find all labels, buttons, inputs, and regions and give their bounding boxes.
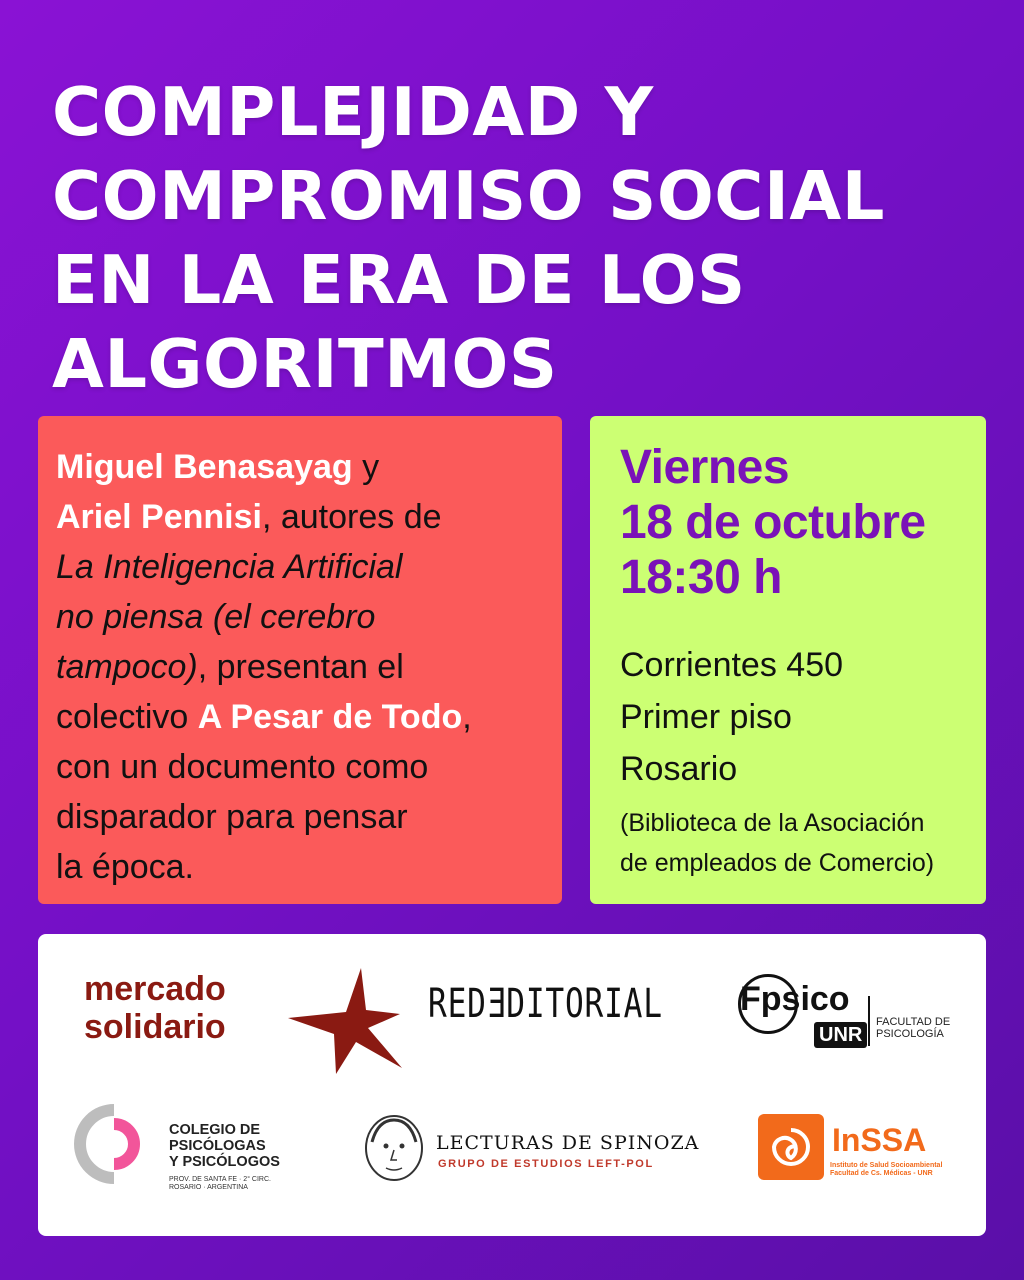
collective-name: A Pesar de Todo bbox=[197, 698, 463, 736]
desc-and: y bbox=[352, 448, 380, 486]
colegio-location bbox=[169, 1176, 271, 1192]
lecturas-spinoza-logo bbox=[358, 1112, 698, 1192]
mercado-solidario-text bbox=[84, 970, 226, 1046]
inssa-subtitle-line: Instituto de Salud Socioambiental bbox=[830, 1162, 943, 1169]
colegio-line: Y PSICÓLOGOS bbox=[169, 1154, 280, 1170]
address-city: Rosario bbox=[620, 750, 738, 788]
star-figure-icon bbox=[276, 962, 406, 1077]
inssa-subtitle bbox=[830, 1162, 950, 1178]
title-line: EN LA ERA DE LOS bbox=[52, 241, 746, 319]
event-time: 18:30 h bbox=[620, 551, 782, 604]
author-benasayag: Miguel Benasayag bbox=[56, 448, 353, 486]
venue-note-line: de empleados de Comercio) bbox=[620, 849, 935, 877]
desc-line bbox=[56, 642, 544, 692]
colegio-location-line: ROSARIO · ARGENTINA bbox=[169, 1184, 248, 1191]
colegio-location-line: PROV. DE SANTA FE · 2° CIRC. bbox=[169, 1176, 271, 1183]
spinoza-title: LECTURAS DE SPINOZA bbox=[436, 1132, 700, 1154]
inssa-name: InSSA bbox=[832, 1122, 927, 1158]
desc-line bbox=[56, 442, 544, 492]
venue-note-line: (Biblioteca de la Asociación bbox=[620, 809, 925, 837]
fpsico-text: Fpsico bbox=[740, 980, 850, 1018]
fpsico-divider bbox=[868, 996, 870, 1046]
colegio-name bbox=[169, 1122, 280, 1170]
mercado-solidario-logo bbox=[84, 962, 384, 1072]
desc-line bbox=[56, 492, 544, 542]
spinoza-portrait-icon bbox=[358, 1112, 430, 1184]
desc-authors-of: , autores de bbox=[261, 498, 442, 536]
inssa-logo bbox=[754, 1110, 954, 1190]
colegio-line: COLEGIO DE bbox=[169, 1122, 261, 1138]
address-street: Corrientes 450 bbox=[620, 646, 844, 684]
inssa-spiral-icon bbox=[754, 1110, 828, 1184]
book-title-line: no piensa (el cerebro bbox=[56, 598, 376, 636]
event-details-box bbox=[590, 416, 986, 904]
colegio-line: PSICÓLOGAS bbox=[169, 1138, 266, 1154]
book-title-line: La Inteligencia Artificial bbox=[56, 548, 403, 586]
book-title-end: tampoco) bbox=[56, 648, 198, 686]
title-line: ALGORITMOS bbox=[52, 325, 558, 403]
author-pennisi: Ariel Pennisi bbox=[56, 498, 262, 536]
desc-collective-prefix: colectivo bbox=[56, 698, 198, 736]
unr-badge: UNR bbox=[814, 1022, 867, 1048]
desc-line: disparador para pensar bbox=[56, 798, 408, 836]
description-box bbox=[38, 416, 562, 904]
venue-note bbox=[620, 803, 964, 883]
title-line: COMPROMISO SOCIAL bbox=[52, 157, 885, 235]
mercado-text: mercado bbox=[84, 970, 226, 1008]
event-day: Viernes bbox=[620, 441, 790, 494]
sponsor-logos-panel bbox=[38, 934, 986, 1236]
desc-line: la época. bbox=[56, 848, 194, 886]
inssa-subtitle-line: Facultad de Cs. Médicas - UNR bbox=[830, 1170, 933, 1177]
colegio-ring-icon bbox=[74, 1104, 154, 1184]
event-title bbox=[52, 70, 992, 406]
address-floor: Primer piso bbox=[620, 698, 792, 736]
colegio-psicologos-logo bbox=[74, 1104, 314, 1194]
fpsico-unr-logo bbox=[738, 974, 968, 1054]
red-editorial-logo: REDƎDITORIAL bbox=[428, 981, 663, 1027]
desc-present: , presentan el bbox=[197, 648, 404, 686]
facultad-line: FACULTAD DE bbox=[876, 1016, 951, 1028]
facultad-text bbox=[876, 1016, 966, 1040]
desc-line bbox=[56, 692, 544, 742]
event-date: 18 de octubre bbox=[620, 496, 926, 549]
facultad-line: PSICOLOGÍA bbox=[876, 1028, 944, 1040]
spinoza-subtitle: GRUPO DE ESTUDIOS LEFT-POL bbox=[438, 1158, 654, 1170]
desc-comma: , bbox=[462, 698, 472, 736]
event-address bbox=[620, 639, 964, 795]
title-line: COMPLEJIDAD Y bbox=[52, 73, 654, 151]
solidario-text: solidario bbox=[84, 1008, 226, 1046]
desc-line: con un documento como bbox=[56, 748, 429, 786]
